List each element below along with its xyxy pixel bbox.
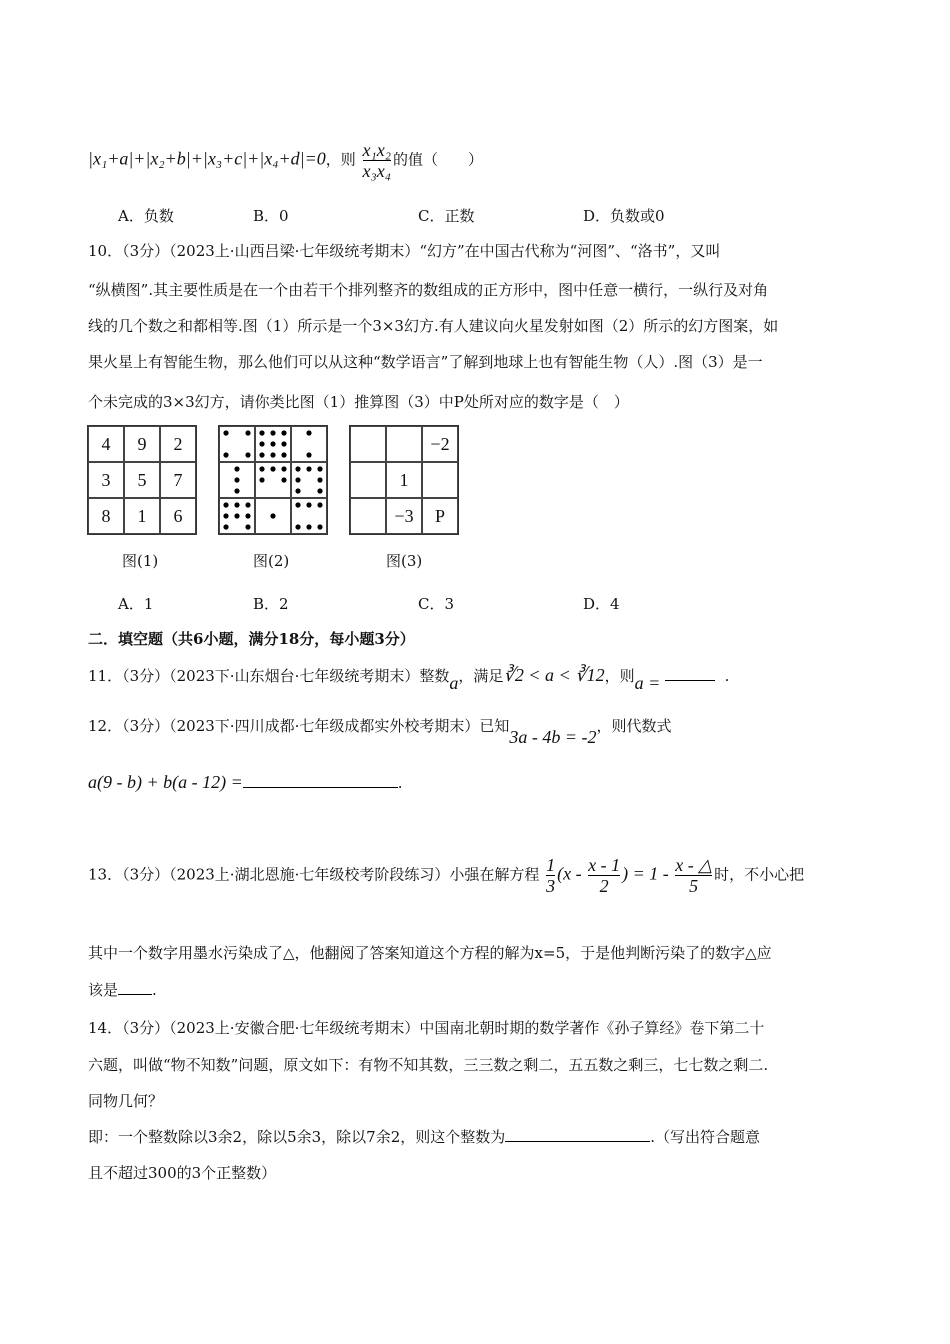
q14-line: 六题，叫做“物不知数”问题，原文如下：有物不知其数，三三数之剩二，五五数之剩三，七七数之剩二.	[88, 1056, 769, 1074]
dot	[259, 441, 264, 446]
numerator: 1	[546, 855, 556, 875]
dot	[295, 488, 300, 493]
dot	[245, 452, 250, 457]
cell: 4	[88, 426, 124, 462]
dot	[281, 430, 286, 435]
denominator: x₃x₄	[362, 161, 392, 181]
dot	[245, 524, 250, 529]
dot	[317, 477, 322, 482]
dot	[317, 488, 322, 493]
text: .	[724, 667, 730, 685]
dot	[281, 452, 286, 457]
answer-blank[interactable]	[505, 1141, 650, 1142]
q13-line: 其中一个数字用墨水污染成了△，他翻阅了答案知道这个方程的解为x=5，于是他判断污染了的数字△应	[88, 944, 772, 962]
eq-part: (x -	[557, 863, 587, 884]
cell: 8	[88, 498, 124, 534]
q9-option-a[interactable]: A．负数	[118, 207, 174, 225]
dot	[295, 524, 300, 529]
cell	[350, 426, 386, 462]
cell: 1	[386, 462, 422, 498]
dot	[295, 502, 300, 507]
dot	[234, 502, 239, 507]
magic-square-3	[349, 425, 459, 535]
q11	[88, 665, 730, 693]
dot	[234, 488, 239, 493]
text: ，则代数式	[596, 717, 672, 735]
dot	[259, 466, 264, 471]
q14-line: 同物几何？	[88, 1092, 164, 1110]
dot	[234, 466, 239, 471]
fraction	[546, 855, 555, 896]
caption-2: 图(2)	[253, 552, 290, 570]
dot	[223, 452, 228, 457]
q9-option-b[interactable]: B．0	[253, 207, 289, 225]
dot	[270, 430, 275, 435]
answer-blank[interactable]	[243, 787, 398, 788]
fraction	[363, 140, 392, 181]
dot	[223, 524, 228, 529]
dot-cell	[219, 426, 255, 462]
dot	[317, 524, 322, 529]
dot-cell	[219, 498, 255, 534]
inequality: ∛2 < a < ∛12	[503, 665, 605, 685]
text: .（写出符合题意	[650, 1128, 761, 1146]
cell: 1	[124, 498, 160, 534]
denominator: 3	[546, 876, 556, 896]
q10-line: 线的几个数之和都相等.图（1）所示是一个3×3幻方.有人建议向火星发射如图（2）所示的幻方图案，如	[88, 317, 779, 335]
cell	[350, 498, 386, 534]
q14-line	[88, 1126, 760, 1147]
equation: |x₁+a|+|x₂+b|+|x₃+c|+|x₄+d|=0	[88, 148, 326, 169]
dot-cell	[291, 426, 327, 462]
cell: −3	[386, 498, 422, 534]
dot-cell	[219, 462, 255, 498]
dot	[295, 466, 300, 471]
dot	[317, 502, 322, 507]
dot-cell	[255, 462, 291, 498]
q10-option-d[interactable]: D．4	[583, 595, 620, 613]
dot	[223, 502, 228, 507]
section-heading: 二．填空题（共6小题，满分18分，每小题3分）	[88, 630, 415, 648]
given-equation: 3a - 4b = -2	[509, 727, 597, 747]
q14-line: 14．（3分）（2023上·安徽合肥·七年级统考期末）中国南北朝时期的数学著作《孙子算经》卷下第二十	[88, 1019, 765, 1037]
dot	[270, 452, 275, 457]
q14-line: 且不超过300的3个正整数）	[88, 1164, 277, 1182]
text: .	[397, 774, 403, 792]
dot	[245, 430, 250, 435]
dot	[295, 477, 300, 482]
dot	[281, 441, 286, 446]
dot-cell	[291, 498, 327, 534]
magic-square-2-dots	[218, 425, 328, 535]
dot	[245, 502, 250, 507]
q10-option-c[interactable]: C．3	[418, 595, 455, 613]
q12-expression	[88, 772, 403, 793]
text: 13．（3分）（2023上·湖北恩施·七年级校考阶段练习）小强在解方程	[88, 865, 540, 884]
q12	[88, 715, 672, 747]
q10-option-a[interactable]: A．1	[118, 595, 154, 613]
text: 即：一个整数除以3余2，除以5余3，除以7余2，则这个整数为	[88, 1128, 506, 1146]
q9-condition	[88, 140, 483, 181]
dot	[259, 477, 264, 482]
dot	[234, 477, 239, 482]
dot	[223, 513, 228, 518]
fraction	[588, 855, 620, 896]
dot	[306, 466, 311, 471]
text: ，则	[604, 667, 635, 685]
answer-label: a =	[634, 673, 661, 693]
text: 的值（ ）	[393, 150, 484, 169]
answer-blank[interactable]	[665, 680, 715, 681]
cell: 5	[124, 462, 160, 498]
eq-part: ) = 1 -	[622, 863, 674, 884]
cell: 9	[124, 426, 160, 462]
q10-line: 果火星上有智能生物，那么他们可以从这种“数学语言”了解到地球上也有智能生物（人）.图（3）是一	[88, 353, 763, 371]
text: 12．（3分）（2023下·四川成都·七年级成都实外校考期末）已知	[88, 717, 510, 735]
dot	[317, 466, 322, 471]
dot-cell	[291, 462, 327, 498]
dot	[306, 452, 311, 457]
text: 该是	[88, 981, 119, 999]
dot	[306, 524, 311, 529]
numerator: x₁x₂	[362, 140, 392, 160]
dot	[245, 513, 250, 518]
text: ，满足	[458, 667, 504, 685]
dot-cell	[255, 498, 291, 534]
dot	[270, 513, 275, 518]
dot	[223, 430, 228, 435]
magic-square-1	[87, 425, 197, 535]
q10-option-b[interactable]: B．2	[253, 595, 289, 613]
text: .	[152, 981, 157, 999]
cell	[350, 462, 386, 498]
q9-option-d[interactable]: D．负数或0	[583, 207, 665, 225]
numerator: x - 1	[588, 855, 621, 875]
dot	[259, 452, 264, 457]
denominator: 5	[689, 876, 699, 896]
caption-1: 图(1)	[122, 552, 159, 570]
dot	[234, 513, 239, 518]
cell	[386, 426, 422, 462]
dot	[306, 430, 311, 435]
expression: a(9 - b) + b(a - 12) =	[88, 772, 243, 792]
q13	[88, 855, 804, 896]
fraction	[675, 855, 712, 896]
dot	[306, 502, 311, 507]
dot	[281, 477, 286, 482]
cell: −2	[422, 426, 458, 462]
dot	[259, 430, 264, 435]
cell: 2	[160, 426, 196, 462]
q10-line: 10．（3分）（2023上·山西吕梁·七年级统考期末）“幻方”在中国古代称为“河图”、“洛书”，又叫	[88, 242, 721, 260]
text: 11．（3分）（2023下·山东烟台·七年级统考期末）整数	[88, 667, 450, 685]
cell: 7	[160, 462, 196, 498]
dot	[281, 466, 286, 471]
numerator: x - △	[675, 855, 713, 875]
q10-line: “纵横图”.其主要性质是在一个由若干个排列整齐的数组成的正方形中，图中任意一横行，一纵行及对角	[88, 281, 769, 299]
q10-line: 个未完成的3×3幻方，请你类比图（1）推算图（3）中P处所对应的数字是（ ）	[88, 393, 629, 411]
cell: 6	[160, 498, 196, 534]
answer-blank[interactable]	[118, 994, 152, 995]
caption-3: 图(3)	[386, 552, 423, 570]
q13-line	[88, 979, 157, 1000]
text: ，则	[325, 150, 356, 169]
text: 时，不小心把	[714, 865, 805, 884]
q9-option-c[interactable]: C．正数	[418, 207, 475, 225]
denominator: 2	[599, 876, 609, 896]
cell: P	[422, 498, 458, 534]
dot	[270, 441, 275, 446]
cell: 3	[88, 462, 124, 498]
dot-cell	[255, 426, 291, 462]
cell	[422, 462, 458, 498]
var: a	[449, 673, 459, 693]
dot	[270, 466, 275, 471]
